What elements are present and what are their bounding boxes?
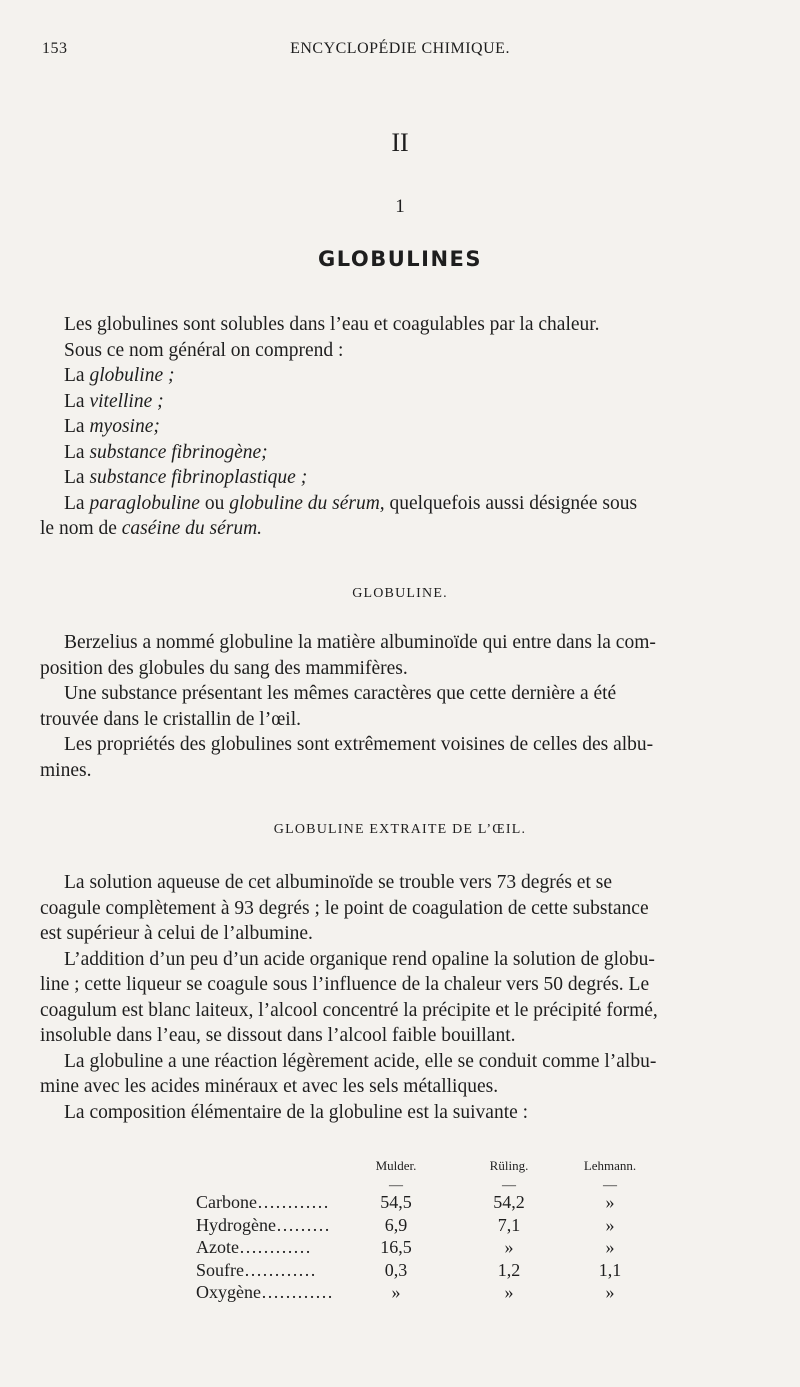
list-item-connector: ou	[199, 492, 230, 514]
part-roman-numeral: II	[391, 128, 409, 157]
list-item-prefix: La	[64, 467, 90, 488]
column-header-mulder: Mulder.	[375, 1158, 417, 1173]
list-item	[40, 414, 768, 440]
text-line: Les propriétés des globulines sont extrêmement voisines de celles des albu-	[64, 734, 654, 755]
cell: »	[605, 1214, 615, 1235]
list-item-prefix: La	[64, 416, 90, 437]
table-row	[196, 1282, 666, 1305]
text-line: mine avec les acides minéraux et avec les sels métalliques.	[40, 1076, 499, 1097]
intro-line-2: Sous ce nom général on comprend :	[64, 339, 344, 361]
text-line: Berzelius a nommé globuline la matière albuminoïde qui entre dans la com-	[64, 632, 656, 653]
list-item-prefix: La	[64, 492, 90, 514]
table-header	[196, 1158, 666, 1178]
composition-table	[196, 1158, 666, 1305]
cell: »	[605, 1192, 615, 1212]
dash: —	[502, 1178, 516, 1193]
list-item	[40, 363, 768, 389]
section-heading-globuline: GLOBULINE.	[352, 586, 448, 601]
list-item	[40, 465, 768, 491]
oeil-text	[40, 870, 768, 1125]
list-item-term: globuline du sérum,	[229, 492, 385, 514]
list-item-term: myosine;	[89, 416, 160, 437]
list-item-term: substance fibrinogène;	[89, 441, 268, 463]
list-item-term: substance fibrinoplastique ;	[89, 467, 308, 488]
cell: »	[504, 1282, 514, 1302]
dash: —	[389, 1178, 403, 1193]
list-item	[40, 389, 768, 415]
text-line: position des globules du sang des mammifères.	[40, 657, 408, 679]
list-item-prefix: La	[64, 365, 90, 386]
cell: »	[605, 1237, 615, 1257]
table-row	[196, 1192, 666, 1215]
cell: 6,9	[384, 1214, 408, 1235]
running-title: ENCYCLOPÉDIE CHIMIQUE.	[290, 40, 510, 57]
cell: 1,2	[497, 1259, 521, 1280]
intro-line-1: Les globulines sont solubles dans l’eau et coagulables par la chaleur.	[64, 314, 600, 335]
row-label: Oxygène…………	[196, 1282, 333, 1302]
column-header-lehmann: Lehmann.	[583, 1158, 637, 1173]
cell: »	[391, 1282, 401, 1302]
text-line: La globuline a une réaction légèrement acide, elle se conduit comme l’albu-	[64, 1050, 657, 1072]
text-line: La composition élémentaire de la globuline est la suivante :	[64, 1101, 529, 1123]
text-line: mines.	[40, 759, 92, 781]
list-item-paraglobuline	[40, 491, 768, 517]
cell: 7,1	[497, 1214, 521, 1235]
row-label: Hydrogène………	[196, 1214, 330, 1235]
running-head	[42, 40, 758, 64]
table-row	[196, 1260, 666, 1283]
list-item-prefix: le nom de	[40, 518, 122, 539]
list-item	[40, 440, 768, 466]
cell: 0,3	[384, 1259, 408, 1280]
text-line: insoluble dans l’eau, se dissout dans l’alcool faible bouillant.	[40, 1025, 516, 1046]
list-item-term: paraglobuline	[89, 492, 200, 514]
column-header-ruling: Rüling.	[489, 1158, 529, 1173]
cell: 1,1	[598, 1259, 622, 1280]
list-item-prefix: La	[64, 390, 90, 412]
row-label: Azote…………	[196, 1237, 311, 1257]
cell: »	[504, 1237, 514, 1257]
dash: —	[603, 1178, 617, 1193]
cell: »	[605, 1282, 615, 1302]
text-line: La solution aqueuse de cet albuminoïde se trouble vers 73 degrés et se	[64, 872, 612, 893]
table-row	[196, 1215, 666, 1238]
globuline-text	[40, 630, 768, 783]
text-line: Une substance présentant les mêmes caractères que cette dernière a été	[64, 683, 617, 704]
text-line: L’addition d’un peu d’un acide organique rend opaline la solution de globu-	[64, 948, 655, 970]
intro-block	[40, 312, 768, 542]
chapter-title: GLOBULINES	[317, 247, 483, 271]
text-line: line ; cette liqueur se coagule sous l’influence de la chaleur vers 50 degrés. Le	[40, 974, 650, 995]
list-item-term: vitelline ;	[89, 390, 164, 412]
list-item-term: caséine du sérum.	[121, 518, 263, 539]
text-line: coagule complètement à 93 degrés ; le point de coagulation de cette substance	[40, 897, 649, 919]
row-label: Carbone…………	[196, 1192, 329, 1212]
list-item-term: globuline ;	[89, 365, 175, 386]
cell: 16,5	[380, 1237, 412, 1257]
section-heading-oeil: GLOBULINE EXTRAITE DE L’ŒIL.	[273, 822, 527, 837]
list-item-prefix: La	[64, 441, 90, 463]
page-number: 153	[42, 40, 68, 57]
list-item-text: quelquefois aussi désignée sous	[384, 492, 638, 514]
table-dashes	[196, 1178, 666, 1192]
cell: 54,2	[493, 1192, 525, 1212]
chapter-number: 1	[395, 196, 405, 217]
row-label: Soufre…………	[196, 1259, 316, 1280]
list-item-continuation	[40, 516, 768, 542]
text-line: coagulum est blanc laiteux, l’alcool concentré la précipite et le précipité formé,	[40, 999, 658, 1021]
table-row	[196, 1237, 666, 1260]
text-line: trouvée dans le cristallin de l’œil.	[40, 708, 302, 730]
text-line: est supérieur à celui de l’albumine.	[40, 923, 313, 944]
cell: 54,5	[380, 1192, 412, 1212]
